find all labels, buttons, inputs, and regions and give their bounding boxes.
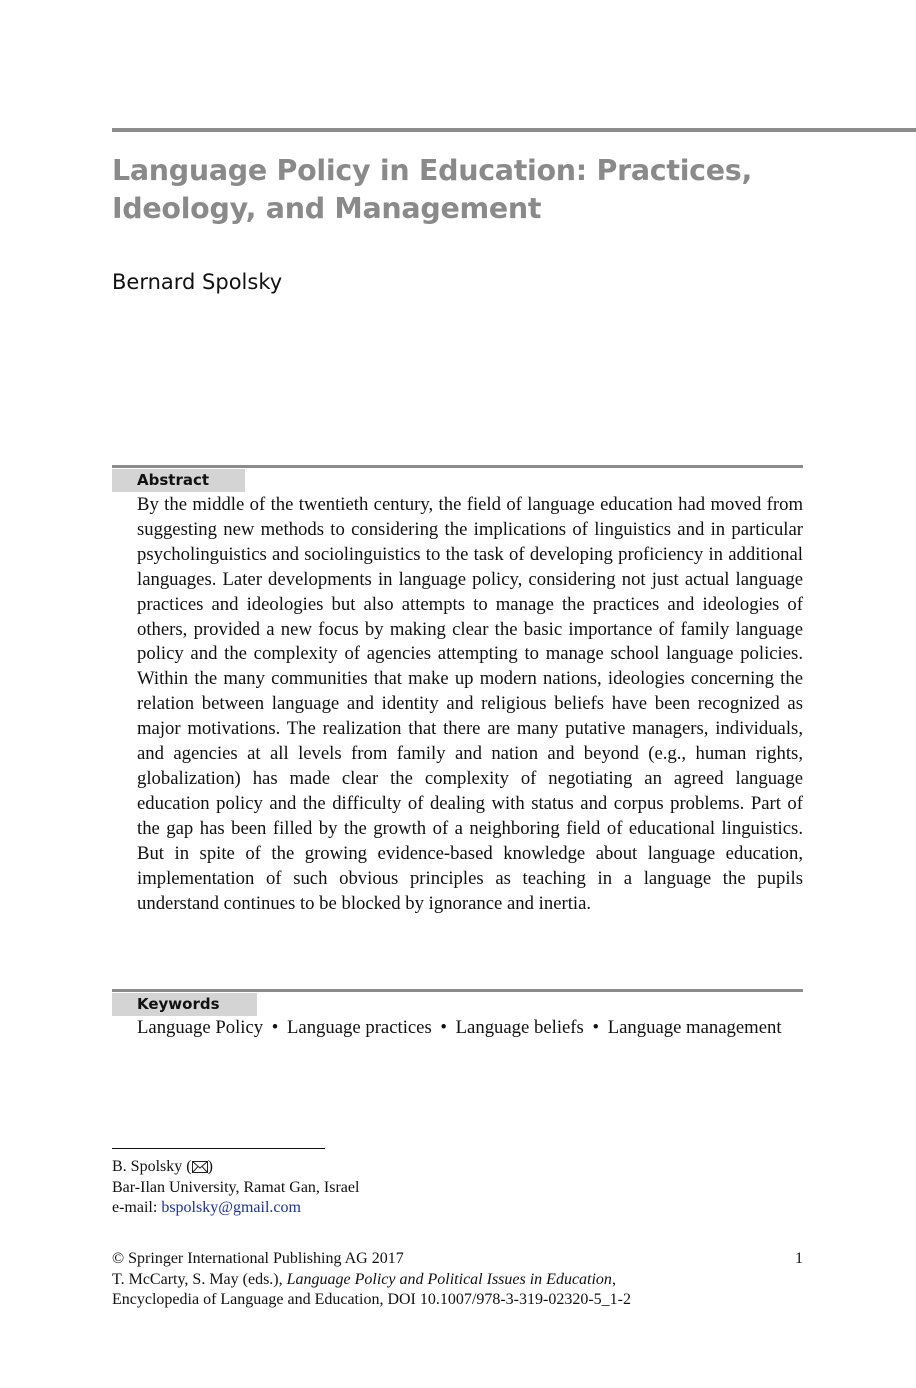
email-label: e-mail: <box>112 1199 162 1216</box>
citation-line <box>112 1270 616 1291</box>
affiliation-author: B. Spolsky ( <box>112 1158 192 1175</box>
author-name: Bernard Spolsky <box>112 270 283 294</box>
copyright-line: © Springer International Publishing AG 2017 <box>112 1250 404 1267</box>
keyword-item: Language practices <box>287 1017 432 1038</box>
page-number: 1 <box>795 1250 803 1267</box>
citation-editors: T. McCarty, S. May (eds.), <box>112 1270 287 1288</box>
affiliation-institution: Bar-Ilan University, Ramat Gan, Israel <box>112 1178 360 1196</box>
chapter-title-line1: Language Policy in Education: Practices, <box>112 154 752 187</box>
abstract-heading: Abstract <box>112 469 245 492</box>
affiliation-name <box>112 1157 213 1180</box>
email-link[interactable]: bspolsky@gmail.com <box>161 1199 301 1216</box>
top-rule <box>112 128 916 132</box>
affiliation-close: ) <box>207 1158 213 1175</box>
keyword-separator: • <box>440 1017 447 1038</box>
envelope-icon <box>192 1159 208 1180</box>
chapter-title-line2: Ideology, and Management <box>112 191 542 225</box>
series-doi-line: Encyclopedia of Language and Education, DOI 10.1007/978-3-319-02320-5_1-2 <box>112 1291 631 1308</box>
citation-book-title: Language Policy and Political Issues in Education <box>286 1270 612 1288</box>
keyword-item: Language Policy <box>137 1017 264 1038</box>
footnote-rule <box>112 1148 325 1149</box>
keyword-item: Language beliefs <box>455 1017 584 1038</box>
keywords-list <box>137 1016 803 1041</box>
abstract-body: By the middle of the twentieth century, the field of language education had moved from suggesting new methods to considering the implications of linguistics and in particular psycholinguistics and sociolinguistics to the task of developing proficiency in additional languages. Later developments in language policy, considering not just actual language practices and ideologies but also attempts to manage the practices and ideologies of others, provided a new focus by making clear the basic importance of family language policy and the complexity of agencies attempting to manage school language policies. Within the many communities that make up modern nations, ideologies concerning the relation between language and identity and religious beliefs have been recognized as major motivations. The realization that there are many putative managers, individuals, and agencies at all levels from family and nation and beyond (e.g., human rights, globalization) has made clear the complexity of negotiating an agreed language education policy and the difficulty of dealing with status and corpus problems. Part of the gap has been filled by the growth of a neighboring field of educational linguistics. But in spite of the growing evidence-based knowledge about language education, implementation of such obvious principles as teaching in a language the pupils understand continues to be blocked by ignorance and inertia. <box>137 494 803 914</box>
citation-suffix: , <box>611 1270 616 1288</box>
keyword-item: Language management <box>607 1017 782 1038</box>
chapter-title <box>112 152 812 227</box>
abstract-rule <box>112 465 803 468</box>
keyword-separator: • <box>592 1017 600 1038</box>
keywords-heading: Keywords <box>112 993 257 1016</box>
affiliation-email <box>112 1198 301 1219</box>
keywords-rule <box>112 989 803 992</box>
keyword-separator: • <box>271 1017 279 1038</box>
